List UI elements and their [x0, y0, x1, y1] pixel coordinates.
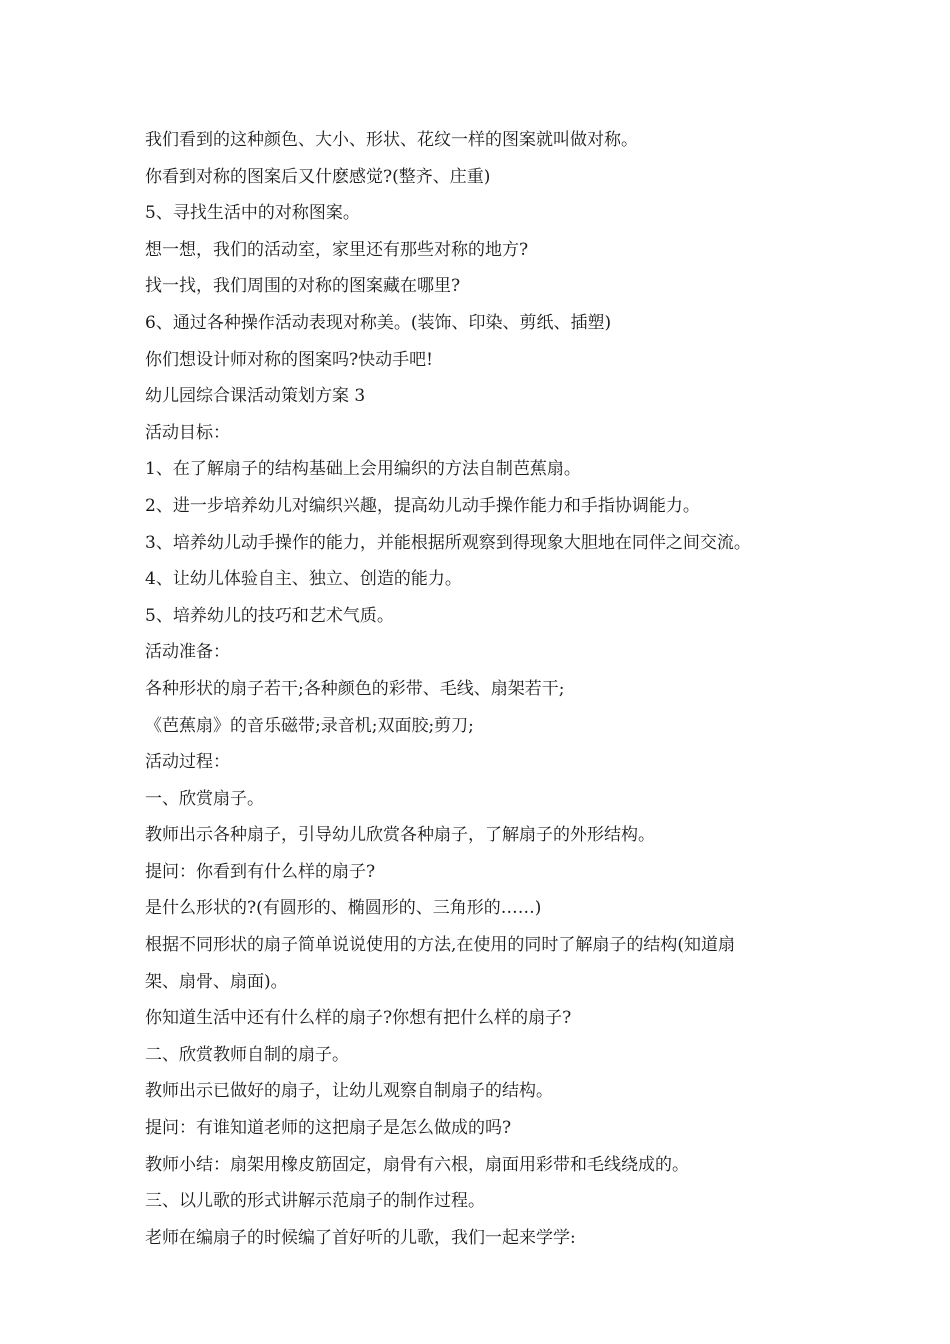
- text-line: 想一想，我们的活动室，家里还有那些对称的地方?: [145, 239, 529, 260]
- text-line: 教师出示已做好的扇子，让幼儿观察自制扇子的结构。: [145, 1081, 553, 1102]
- section-heading: 幼儿园综合课活动策划方案 3: [145, 386, 366, 407]
- text-line: 4、让幼儿体验自主、独立、创造的能力。: [145, 569, 462, 590]
- text-line: 架、扇骨、扇面)。: [145, 971, 288, 992]
- text-line: 找一找，我们周围的对称的图案藏在哪里?: [145, 276, 461, 297]
- subsection-heading: 活动目标：: [145, 422, 230, 443]
- text-line: 各种形状的扇子若干;各种颜色的彩带、毛线、扇架若干;: [145, 678, 565, 699]
- text-line: 三、以儿歌的形式讲解示范扇子的制作过程。: [145, 1191, 485, 1212]
- text-line: 你看到对称的图案后又什麽感觉?(整齐、庄重): [145, 166, 491, 187]
- text-line: 老师在编扇子的时候编了首好听的儿歌，我们一起来学学:: [145, 1227, 576, 1248]
- text-line: 《芭蕉扇》的音乐磁带;录音机;双面胶;剪刀;: [145, 715, 474, 736]
- text-line: 5、寻找生活中的对称图案。: [145, 203, 360, 224]
- text-line: 2、进一步培养幼儿对编织兴趣，提高幼儿动手操作能力和手指协调能力。: [145, 495, 700, 516]
- text-line: 教师小结：扇架用橡皮筋固定，扇骨有六根，扇面用彩带和毛线绕成的。: [145, 1154, 689, 1175]
- text-line: 我们看到的这种颜色、大小、形状、花纹一样的图案就叫做对称。: [145, 130, 638, 150]
- text-line: 3、培养幼儿动手操作的能力，并能根据所观察到得现象大胆地在同伴之间交流。: [145, 532, 751, 553]
- text-line: 二、欣赏教师自制的扇子。: [145, 1044, 349, 1065]
- text-line: 根据不同形状的扇子简单说说使用的方法,在使用的同时了解扇子的结构(知道扇: [145, 935, 736, 956]
- text-line: 1、在了解扇子的结构基础上会用编织的方法自制芭蕉扇。: [145, 459, 581, 480]
- text-line: 5、培养幼儿的技巧和艺术气质。: [145, 605, 394, 626]
- subsection-heading: 活动过程：: [145, 752, 230, 773]
- text-line: 6、通过各种操作活动表现对称美。(装饰、印染、剪纸、插塑): [145, 312, 612, 333]
- text-line: 提问：有谁知道老师的这把扇子是怎么做成的吗?: [145, 1118, 512, 1139]
- document-body: [145, 122, 825, 1256]
- text-line: 一、欣赏扇子。: [145, 788, 264, 809]
- text-line: 是什么形状的?(有圆形的、椭圆形的、三角形的……): [145, 898, 542, 919]
- text-line: 提问：你看到有什么样的扇子?: [145, 861, 376, 882]
- text-line: 教师出示各种扇子，引导幼儿欣赏各种扇子，了解扇子的外形结构。: [145, 825, 655, 846]
- subsection-heading: 活动准备：: [145, 642, 230, 663]
- text-line: 你们想设计师对称的图案吗?快动手吧!: [145, 349, 433, 370]
- text-line: 你知道生活中还有什么样的扇子?你想有把什么样的扇子?: [145, 1008, 572, 1029]
